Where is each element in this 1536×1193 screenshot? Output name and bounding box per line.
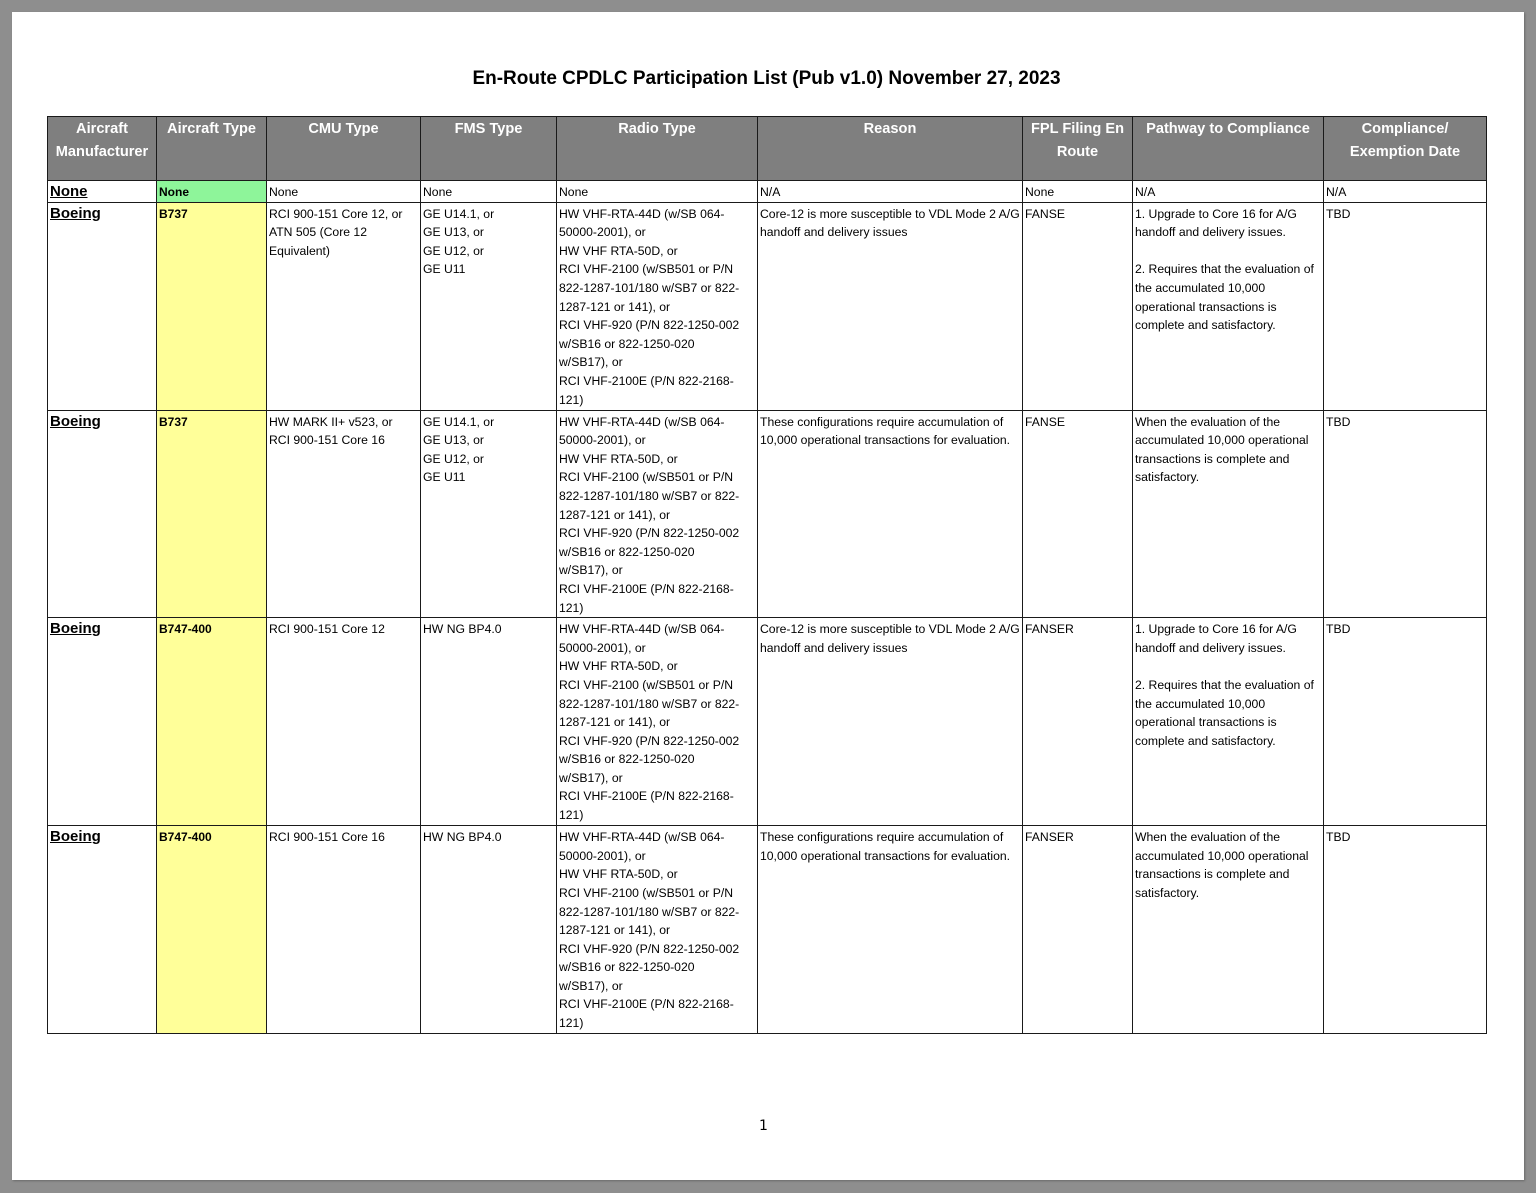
table-row-none: [48, 181, 1487, 203]
compliance-date: TBD: [1324, 618, 1487, 826]
page-number: 1: [759, 1118, 768, 1134]
manufacturer-link[interactable]: Boeing: [48, 618, 157, 826]
pathway: N/A: [1133, 181, 1324, 203]
fpl-filing: None: [1023, 181, 1133, 203]
fpl-filing: FANSER: [1023, 618, 1133, 826]
fpl-filing: FANSE: [1023, 202, 1133, 410]
fms-type: GE U14.1, or GE U13, or GE U12, or GE U11: [421, 202, 557, 410]
cmu-type: None: [267, 181, 421, 203]
header-fpl-filing: FPL Filing En Route: [1023, 117, 1133, 181]
table-header-row: [48, 117, 1487, 181]
reason: Core-12 is more susceptible to VDL Mode 2 A/G handoff and delivery issues: [758, 202, 1023, 410]
participation-table: [47, 116, 1487, 1034]
aircraft-type: B737: [157, 410, 267, 618]
cmu-type: HW MARK II+ v523, or RCI 900-151 Core 16: [267, 410, 421, 618]
fpl-filing: FANSER: [1023, 826, 1133, 1034]
document-title: En-Route CPDLC Participation List (Pub v1.0) November 27, 2023: [472, 68, 1061, 89]
radio-type: HW VHF-RTA-44D (w/SB 064- 50000-2001), or HW VHF RTA-50D, or RCI VHF-2100 (w/SB501 or P/N 822-1287-101/180 w/SB7 or 822- 1287-121 or 141), or RCI VHF-920 (P/N 822-1250-002 w/SB16 or 822-1250-020 w/SB17), or RCI VHF-2100E (P/N 822-2168- 121): [557, 410, 758, 618]
reason: N/A: [758, 181, 1023, 203]
cmu-type: RCI 900-151 Core 12, or ATN 505 (Core 12 Equivalent): [267, 202, 421, 410]
aircraft-type: B737: [157, 202, 267, 410]
compliance-date: TBD: [1324, 410, 1487, 618]
pathway: When the evaluation of the accumulated 10,000 operational transactions is complete and satisfactory.: [1133, 410, 1324, 618]
radio-type: HW VHF-RTA-44D (w/SB 064- 50000-2001), or HW VHF RTA-50D, or RCI VHF-2100 (w/SB501 or P/N 822-1287-101/180 w/SB7 or 822- 1287-121 or 141), or RCI VHF-920 (P/N 822-1250-002 w/SB16 or 822-1250-020 w/SB17), or RCI VHF-2100E (P/N 822-2168- 121): [557, 826, 758, 1034]
table-row: [48, 826, 1487, 1034]
cmu-type: RCI 900-151 Core 16: [267, 826, 421, 1034]
fms-type: HW NG BP4.0: [421, 826, 557, 1034]
pathway: 1. Upgrade to Core 16 for A/G handoff and delivery issues. 2. Requires that the evaluation of the accumulated 10,000 operational transactions is complete and satisfactory.: [1133, 202, 1324, 410]
header-fms-type: FMS Type: [421, 117, 557, 181]
compliance-date: N/A: [1324, 181, 1487, 203]
radio-type: HW VHF-RTA-44D (w/SB 064- 50000-2001), or HW VHF RTA-50D, or RCI VHF-2100 (w/SB501 or P/N 822-1287-101/180 w/SB7 or 822- 1287-121 or 141), or RCI VHF-920 (P/N 822-1250-002 w/SB16 or 822-1250-020 w/SB17), or RCI VHF-2100E (P/N 822-2168- 121): [557, 618, 758, 826]
aircraft-type: B747-400: [157, 618, 267, 826]
document-page: [12, 12, 1524, 1180]
radio-type: HW VHF-RTA-44D (w/SB 064- 50000-2001), or HW VHF RTA-50D, or RCI VHF-2100 (w/SB501 or P/N 822-1287-101/180 w/SB7 or 822- 1287-121 or 141), or RCI VHF-920 (P/N 822-1250-002 w/SB16 or 822-1250-020 w/SB17), or RCI VHF-2100E (P/N 822-2168- 121): [557, 202, 758, 410]
manufacturer-link[interactable]: None: [48, 181, 157, 203]
fms-type: HW NG BP4.0: [421, 618, 557, 826]
aircraft-type: B747-400: [157, 826, 267, 1034]
header-reason: Reason: [758, 117, 1023, 181]
pathway: 1. Upgrade to Core 16 for A/G handoff and delivery issues. 2. Requires that the evaluation of the accumulated 10,000 operational transactions is complete and satisfactory.: [1133, 618, 1324, 826]
manufacturer-link[interactable]: Boeing: [48, 826, 157, 1034]
radio-type: None: [557, 181, 758, 203]
header-aircraft-type: Aircraft Type: [157, 117, 267, 181]
reason: These configurations require accumulation of 10,000 operational transactions for evaluation.: [758, 410, 1023, 618]
manufacturer-link[interactable]: Boeing: [48, 410, 157, 618]
fms-type: GE U14.1, or GE U13, or GE U12, or GE U11: [421, 410, 557, 618]
table-row: [48, 202, 1487, 410]
reason: These configurations require accumulation of 10,000 operational transactions for evaluation.: [758, 826, 1023, 1034]
compliance-date: TBD: [1324, 826, 1487, 1034]
table-row: [48, 410, 1487, 618]
reason: Core-12 is more susceptible to VDL Mode 2 A/G handoff and delivery issues: [758, 618, 1023, 826]
compliance-date: TBD: [1324, 202, 1487, 410]
header-compliance-date: Compliance/ Exemption Date: [1324, 117, 1487, 181]
header-aircraft-manufacturer: Aircraft Manufacturer: [48, 117, 157, 181]
pathway: When the evaluation of the accumulated 10,000 operational transactions is complete and satisfactory.: [1133, 826, 1324, 1034]
cmu-type: RCI 900-151 Core 12: [267, 618, 421, 826]
header-cmu-type: CMU Type: [267, 117, 421, 181]
aircraft-type: None: [157, 181, 267, 203]
fpl-filing: FANSE: [1023, 410, 1133, 618]
fms-type: None: [421, 181, 557, 203]
header-pathway: Pathway to Compliance: [1133, 117, 1324, 181]
header-radio-type: Radio Type: [557, 117, 758, 181]
table-row: [48, 618, 1487, 826]
manufacturer-link[interactable]: Boeing: [48, 202, 157, 410]
